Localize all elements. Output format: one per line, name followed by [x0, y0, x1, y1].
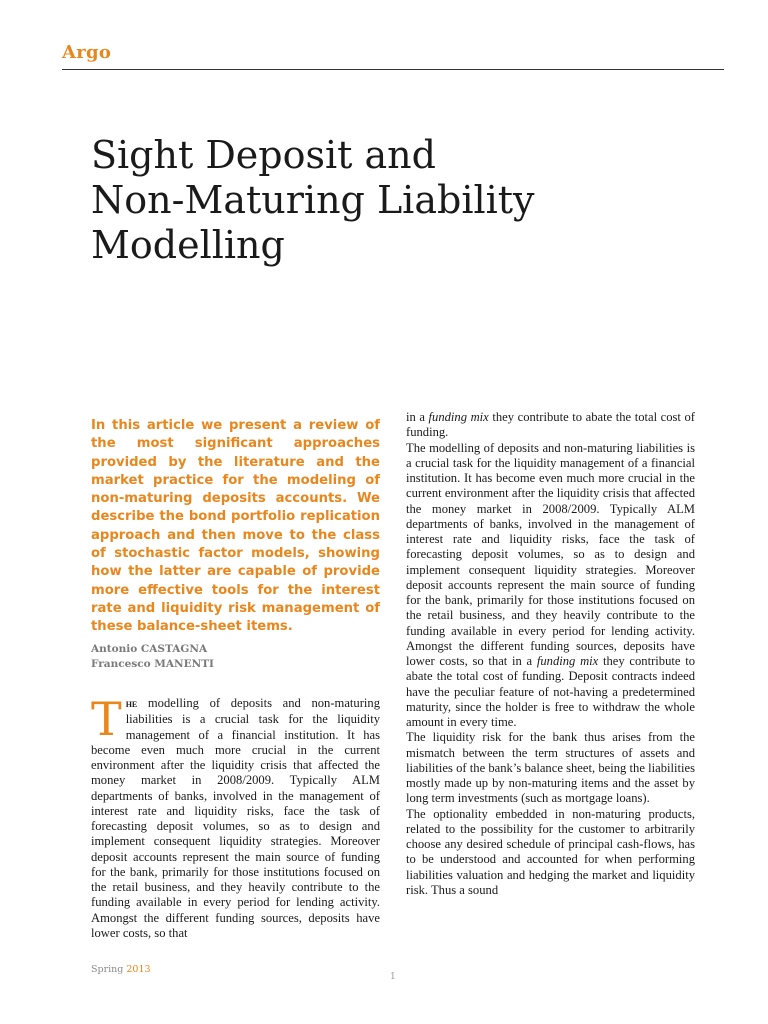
- page-number: 1: [390, 972, 396, 982]
- emphasis-text: funding mix: [428, 410, 489, 424]
- body-paragraph: The optionality embedded in non-maturing products, related to the possibility for the customer to arbitrarily choose any desired schedule of principal cash-flows, has to be understood and accounted for when performing liabilities valuation and hedging the market and liquidity risk. Thus a sound: [406, 806, 695, 897]
- author-name: Antonio CASTAGNA: [91, 643, 208, 655]
- author-name: Francesco MANENTI: [91, 658, 214, 670]
- paragraph-text: modelling of deposits and non-maturing liabilities is a crucial task for the liquidity management of a financial institution. It has become even much more crucial in the current environment after the liquidity crisis that affected the money market in 2008/2009. Typically ALM departments of banks, involved in the management of interest rate and liquidity risks, face the task of forecasting deposit volumes, so as to design and implement consequent liquidity strategies. Moreover deposit accounts represent the main source of funding for the bank, primarily for those institutions focused on the retail business, and they heavily contribute to the funding available in every period for lending activity. Amongst the different funding sources, deposits have lower costs, so that: [91, 696, 380, 940]
- paragraph-text: they contribute to abate the total cost of funding. Deposit contracts indeed have the peculiar feature of not-having a predetermined maturity, since the holder is free to withdraw the whole amount in every time.: [406, 654, 695, 729]
- author-list: [91, 642, 380, 672]
- title-line-3: Modelling: [91, 223, 285, 267]
- footer-season: Spring: [91, 964, 127, 975]
- title-line-2: Non-Maturing Liability: [91, 178, 535, 222]
- article-title: [91, 133, 691, 268]
- footer-issue: [91, 964, 151, 975]
- paragraph-text: they contribute to abate the total cost of funding.: [406, 410, 695, 440]
- article-abstract: In this article we present a review of the most significant approaches provided by the literature and the market practice for the modeling of non-maturing deposits accounts. We describe the bond portfolio replication approach and then move to the class of stochastic factor models, showing how the latter are capable of provide more effective tools for the interest rate and liquidity risk management of these balance-sheet items.: [91, 418, 380, 635]
- body-paragraph: [406, 441, 695, 731]
- drop-cap: T: [91, 692, 122, 746]
- body-paragraph: The liquidity risk for the bank thus arises from the mismatch between the term structures of assets and liabilities of the bank’s balance sheet, being the liabilities mostly made up by non-maturing items and the asset by long term investments (such as mortgage loans).: [406, 730, 695, 806]
- body-paragraph: [406, 410, 695, 441]
- emphasis-text: funding mix: [536, 654, 599, 668]
- body-paragraph: [91, 692, 380, 941]
- paragraph-text: in a: [406, 410, 429, 424]
- journal-brand: Argo: [62, 42, 112, 63]
- body-column-right: [406, 410, 695, 898]
- title-line-1: Sight Deposit and: [91, 133, 436, 177]
- paragraph-text: The modelling of deposits and non-maturing liabilities is a crucial task for the liquidity management of a financial institution. It has become even much more crucial in the current environment after the liquidity crisis that affected the money market in 2008/2009. Typically ALM departments of banks, involved in the management of interest rate and liquidity risks, face the task of forecasting deposit volumes, so as to design and implement consequent liquidity strategies. Moreover deposit accounts represent the main source of funding for the bank, primarily for those institutions focused on the retail business, and they heavily contribute to the funding available in every period for lending activity. Amongst the different funding sources, deposits have lower costs, so that in a: [406, 440, 695, 668]
- running-header: [62, 42, 724, 70]
- small-caps-lead: he: [125, 698, 138, 710]
- footer-year: 2013: [126, 964, 151, 975]
- body-column-left: [91, 692, 380, 941]
